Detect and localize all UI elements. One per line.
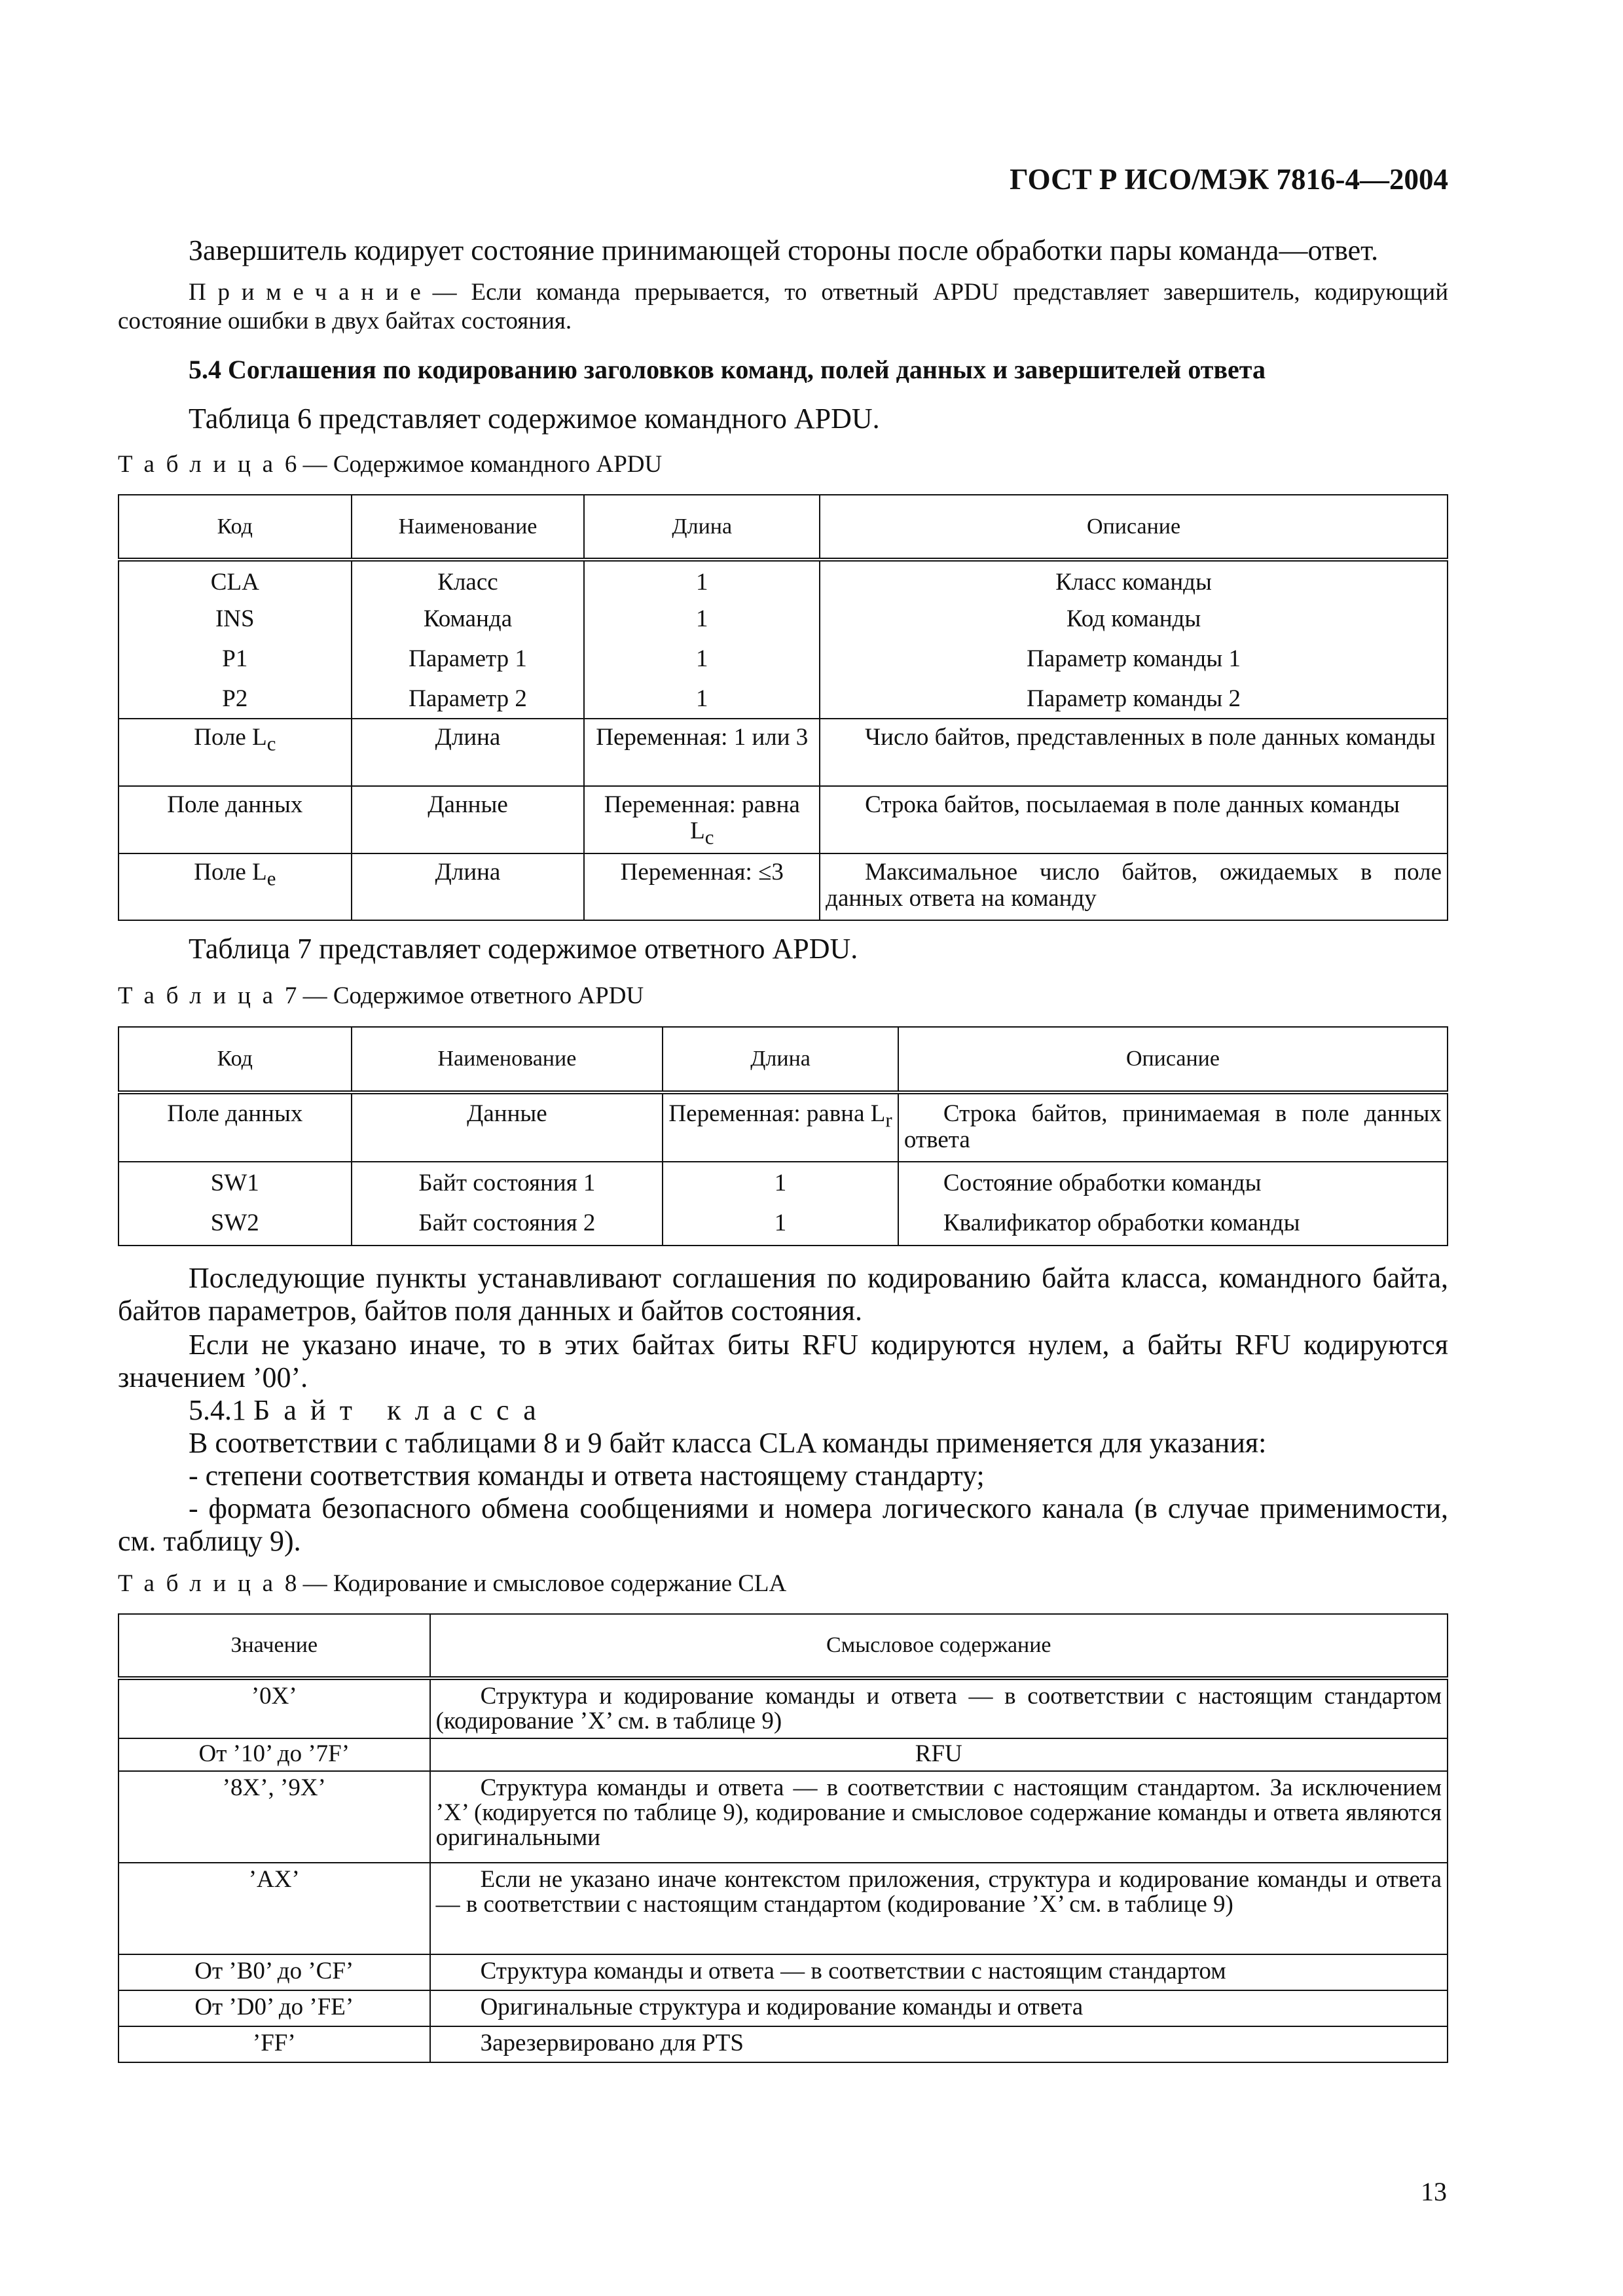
table7-caption <box>118 982 1448 1011</box>
paragraph-terminator: Завершитель кодирует состояние принимающей стороны после обработки пары команда—ответ. <box>189 234 1379 266</box>
table8-caption-text: 8 — Кодирование и смысловое содержание CLA <box>284 1570 787 1597</box>
table6-cell: 1 <box>584 560 820 600</box>
table6-header-name: Наименование <box>352 495 585 560</box>
table7-cell: Состояние обработки команды <box>898 1162 1448 1204</box>
lc-code-subscript: c <box>266 732 276 755</box>
table6-cell: P1 <box>119 639 352 679</box>
table8-header-value: Значение <box>119 1614 430 1678</box>
table6-caption <box>118 450 1448 479</box>
table8-header-meaning: Смысловое содержание <box>430 1614 1448 1678</box>
table6-cell-lc-code <box>119 719 352 786</box>
table8-cell: RFU <box>430 1738 1448 1771</box>
table6-cell: INS <box>119 600 352 639</box>
table-row <box>119 1863 1448 1954</box>
table-row <box>119 1990 1448 2026</box>
table6-cell: CLA <box>119 560 352 600</box>
data-length-text: Переменная: равна L <box>604 791 800 844</box>
paragraph-rfu: Если не указано иначе, то в этих байтах биты RFU кодируются нулем, а байты RFU кодируются значением ’00’. <box>118 1329 1448 1393</box>
table6-cell: Класс команды <box>820 560 1448 600</box>
table6-caption-label: Таблица <box>118 451 285 478</box>
table-row <box>119 2026 1448 2062</box>
intro-table6: Таблица 6 представляет содержимое командного APDU. <box>189 403 880 435</box>
le-code-subscript: e <box>266 867 276 890</box>
table7-cell: Поле данных <box>119 1092 352 1162</box>
table8-cell: От ’D0’ до ’FE’ <box>119 1990 430 2026</box>
table-row <box>119 679 1448 719</box>
table6-cell: Параметр команды 1 <box>820 639 1448 679</box>
table6-cell: Длина <box>352 853 585 920</box>
paragraph-following: Последующие пункты устанавливают соглашения по кодированию байта класса, командного байта, байтов параметров, байтов поля данных и байтов состояния. <box>118 1262 1448 1327</box>
table6-cell: Параметр команды 2 <box>820 679 1448 719</box>
document-header: ГОСТ Р ИСО/МЭК 7816-4—2004 <box>1010 163 1448 196</box>
table7-cell: Строка байтов, принимаемая в поле данных ответа <box>898 1092 1448 1162</box>
bullet-item: - формата безопасного обмена сообщениями и номера логического канала (в случае применимости, см. таблицу 9). <box>118 1492 1448 1557</box>
table-row <box>119 786 1448 853</box>
table-row <box>119 853 1448 920</box>
table6-cell: Переменная: ≤3 <box>584 853 820 920</box>
lc-code-text: Поле L <box>194 724 267 751</box>
table7-cell: Байт состояния 1 <box>352 1162 663 1204</box>
table8-cell: ’FF’ <box>119 2026 430 2062</box>
table8-cell: От ’10’ до ’7F’ <box>119 1738 430 1771</box>
table-row <box>119 560 1448 600</box>
table6-cell: P2 <box>119 679 352 719</box>
table6-cell: Данные <box>352 786 585 853</box>
section-title: 5.4 Соглашения по кодированию заголовков команд, полей данных и завершителей ответа <box>189 355 1266 384</box>
table7-header-length: Длина <box>663 1027 898 1092</box>
table8 <box>118 1613 1448 2063</box>
table7-cell: Байт состояния 2 <box>352 1204 663 1246</box>
table6-header-description: Описание <box>820 495 1448 560</box>
table-row <box>119 719 1448 786</box>
le-code-text: Поле L <box>194 859 267 886</box>
table6-cell-le-code <box>119 853 352 920</box>
table6-cell: 1 <box>584 600 820 639</box>
table-row <box>119 1162 1448 1204</box>
table8-cell: ’AX’ <box>119 1863 430 1954</box>
table7-header-code: Код <box>119 1027 352 1092</box>
table-row <box>119 1678 1448 1738</box>
data-length-subscript: r <box>885 1109 892 1132</box>
table8-cell: ’8X’, ’9X’ <box>119 1771 430 1863</box>
table-row <box>119 1954 1448 1990</box>
intro-table7: Таблица 7 представляет содержимое ответного APDU. <box>189 933 858 965</box>
table8-cell: Оригинальные структура и кодирование команды и ответа <box>430 1990 1448 2026</box>
table6-cell: Класс <box>352 560 585 600</box>
table-row <box>119 600 1448 639</box>
table-row <box>119 639 1448 679</box>
bullet-item: - степени соответствия команды и ответа настоящему стандарту; <box>189 1460 985 1492</box>
table-row <box>119 1204 1448 1246</box>
table8-caption-label: Таблица <box>118 1570 285 1597</box>
table6-header-code: Код <box>119 495 352 560</box>
table8-cell: Структура команды и ответа — в соответствии с настоящим стандартом <box>430 1954 1448 1990</box>
table-row <box>119 1771 1448 1863</box>
table6-cell: Параметр 2 <box>352 679 585 719</box>
table6-cell: Параметр 1 <box>352 639 585 679</box>
table6-header-length: Длина <box>584 495 820 560</box>
table7-cell: Данные <box>352 1092 663 1162</box>
note <box>118 278 1448 336</box>
table7-caption-text: 7 — Содержимое ответного APDU <box>284 982 644 1009</box>
table6-cell: 1 <box>584 639 820 679</box>
table6-cell: Код команды <box>820 600 1448 639</box>
table8-cell: От ’B0’ до ’CF’ <box>119 1954 430 1990</box>
table6-cell: Число байтов, представленных в поле данных команды <box>820 719 1448 786</box>
table8-cell: Если не указано иначе контекстом приложения, структура и кодирование команды и ответа — в соответствии с настоящим стандартом (кодирование ’X’ см. в таблице 9) <box>430 1863 1448 1954</box>
table7-cell: 1 <box>663 1204 898 1246</box>
page-number: 13 <box>1421 2177 1447 2206</box>
table7-cell: Квалификатор обработки команды <box>898 1204 1448 1246</box>
subsection-number: 5.4.1 <box>189 1394 246 1426</box>
table6-cell: Переменная: 1 или 3 <box>584 719 820 786</box>
table6-cell: Поле данных <box>119 786 352 853</box>
table7-caption-label: Таблица <box>118 982 285 1009</box>
table6-cell: Строка байтов, посылаемая в поле данных команды <box>820 786 1448 853</box>
subsection-title: Байт класса <box>253 1394 550 1426</box>
table6-cell: Максимальное число байтов, ожидаемых в поле данных ответа на команду <box>820 853 1448 920</box>
table-row <box>119 1738 1448 1771</box>
data-length-text: Переменная: равна L <box>668 1100 886 1127</box>
table7-cell-data-length <box>663 1092 898 1162</box>
table6-cell: 1 <box>584 679 820 719</box>
table7-header-name: Наименование <box>352 1027 663 1092</box>
table-row <box>119 1092 1448 1162</box>
paragraph-cla: В соответствии с таблицами 8 и 9 байт класса CLA команды применяется для указания: <box>189 1427 1267 1459</box>
table8-cell: Структура команды и ответа — в соответствии с настоящим стандартом. За исключением ’X’ (кодируется по таблице 9), кодирование и смысловое содержание команды и ответа являются оригинальными <box>430 1771 1448 1863</box>
table7-cell: 1 <box>663 1162 898 1204</box>
table6 <box>118 494 1448 921</box>
table7-header-description: Описание <box>898 1027 1448 1092</box>
table7 <box>118 1026 1448 1246</box>
table8-caption <box>118 1570 1448 1598</box>
table7-cell: SW1 <box>119 1162 352 1204</box>
table6-caption-text: 6 — Содержимое командного APDU <box>284 451 663 478</box>
table6-cell: Команда <box>352 600 585 639</box>
table6-cell: Длина <box>352 719 585 786</box>
table8-cell: Структура и кодирование команды и ответа — в соответствии с настоящим стандартом (кодирование ’X’ см. в таблице 9) <box>430 1678 1448 1738</box>
note-text: — Если команда прерывается, то ответный APDU представляет завершитель, кодирующий состояние ошибки в двух байтах состояния. <box>118 279 1448 334</box>
table8-cell: ’0X’ <box>119 1678 430 1738</box>
subsection-heading <box>189 1394 1448 1427</box>
data-length-subscript: c <box>704 826 714 849</box>
table8-cell: Зарезервировано для PTS <box>430 2026 1448 2062</box>
note-label: Примечание <box>189 279 433 306</box>
table6-cell-data-length <box>584 786 820 853</box>
table7-cell: SW2 <box>119 1204 352 1246</box>
